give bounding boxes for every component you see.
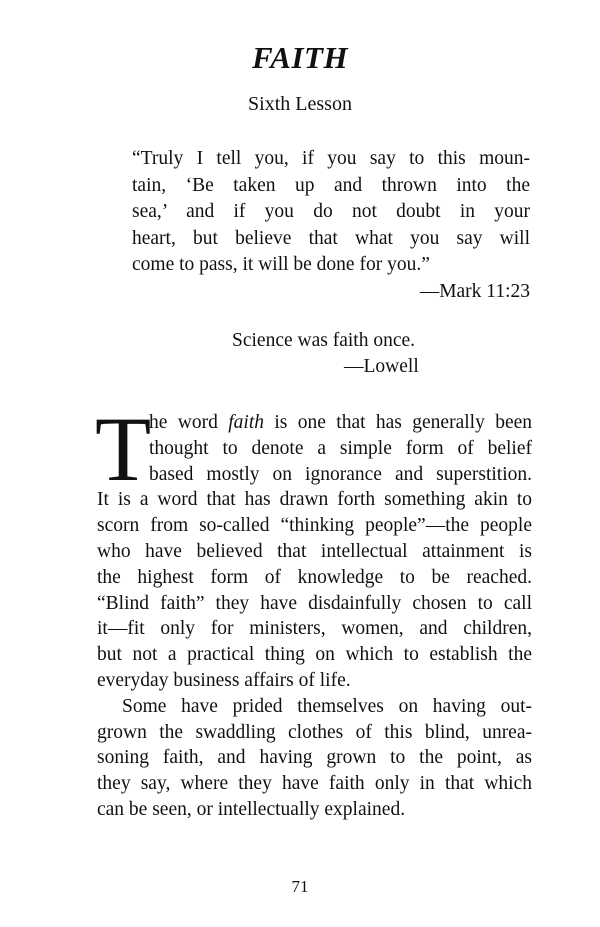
epigraph-line: tain, ‘Be taken up and thrown into the — [132, 174, 530, 196]
body-line: who have believed that intellectual attainment is — [97, 540, 532, 562]
epigraph-attribution: —Mark 11:23 — [419, 280, 530, 302]
body-line: “Blind faith” they have disdainfully chosen to call — [97, 592, 532, 614]
second-quote — [232, 328, 419, 380]
body-line: the highest form of knowledge to be reached. — [97, 566, 532, 588]
second-quote-attribution: —Lowell — [344, 356, 419, 377]
body-text — [95, 398, 532, 823]
epigraph-line: “Truly I tell you, if you say to this moun- — [132, 148, 530, 169]
body-line: everyday business affairs of life. — [97, 669, 351, 691]
body-line: It is a word that has drawn forth something akin to — [97, 489, 532, 511]
body-line: they say, where they have faith only in that which — [97, 773, 532, 795]
body-line: thought to denote a simple form of belief — [149, 437, 532, 459]
body-line: it—fit only for ministers, women, and children, — [97, 618, 532, 640]
page-number: 71 — [291, 877, 309, 896]
body-line: but not a practical thing on which to establish the — [97, 644, 532, 666]
body-line: based mostly on ignorance and superstition. — [149, 463, 532, 485]
epigraph-line: come to pass, it will be done for you.” — [132, 254, 430, 275]
chapter-title: FAITH — [251, 40, 349, 75]
body-line: grown the swaddling clothes of this blind, unrea- — [97, 721, 532, 743]
second-quote-text: Science was faith once. — [232, 330, 416, 351]
chapter-subtitle: Sixth Lesson — [248, 93, 352, 115]
epigraph-line: sea,’ and if you do not doubt in your — [132, 201, 530, 222]
body-line: can be seen, or intellectually explained. — [97, 798, 406, 820]
italic-word: faith — [228, 412, 264, 433]
epigraph-line: heart, but believe that what you say will — [132, 227, 530, 249]
body-line: scorn from so-called “thinking people”—the people — [97, 515, 532, 537]
epigraph-quote — [132, 146, 530, 305]
body-line: Some have prided themselves on having out- — [122, 695, 532, 717]
body-line: soning faith, and having grown to the point, as — [97, 747, 532, 769]
drop-cap: T — [95, 398, 152, 500]
body-line: he word faith is one that has generally been — [149, 412, 532, 433]
